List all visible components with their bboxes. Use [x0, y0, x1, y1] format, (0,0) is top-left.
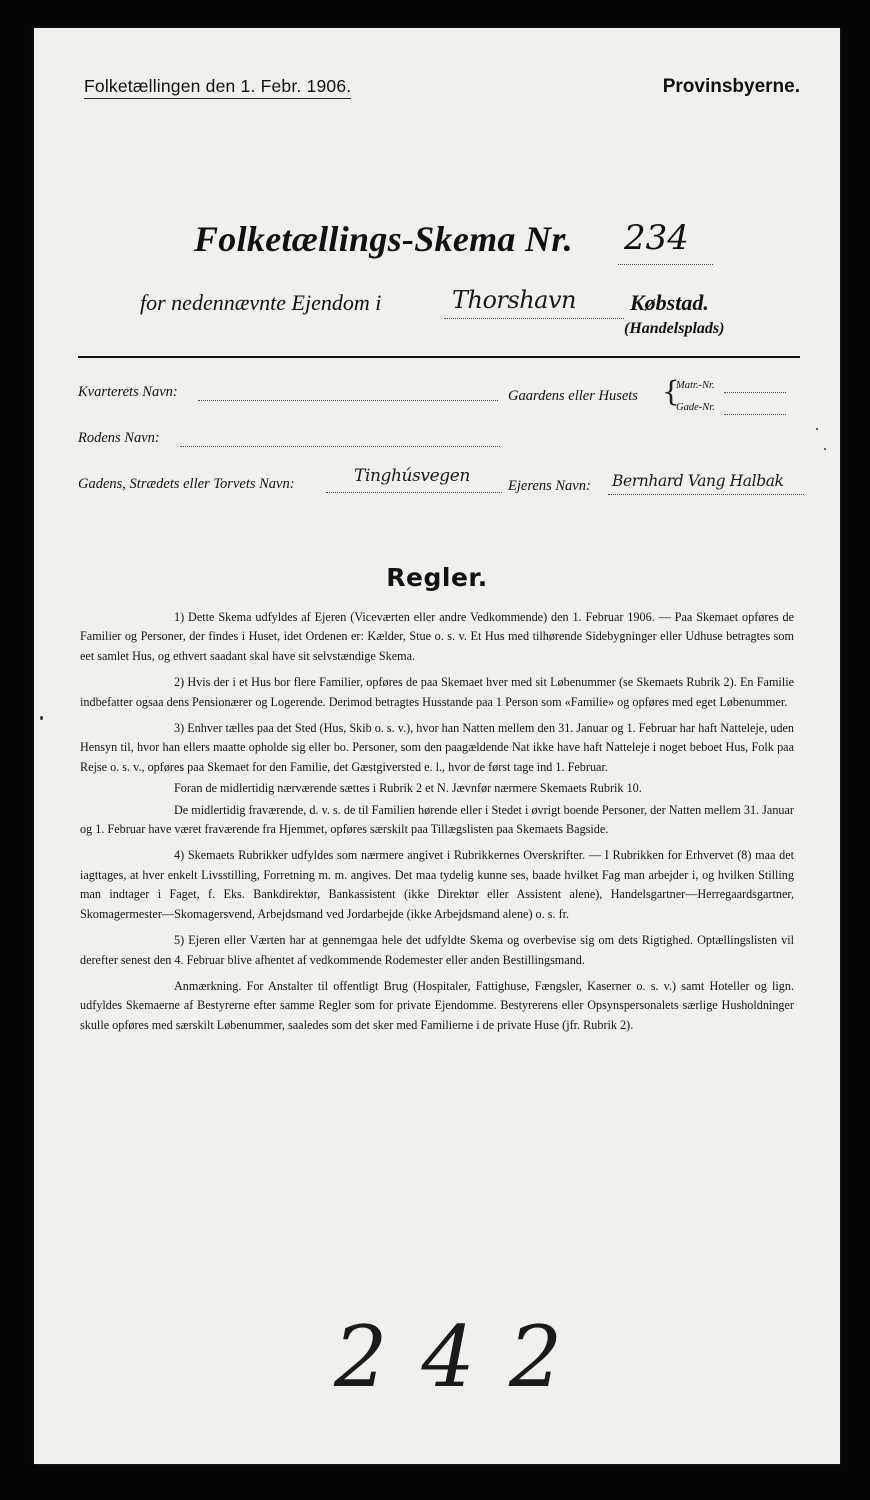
handwritten-number: 242 — [334, 1308, 597, 1406]
owner-label: Ejerens Navn: — [508, 478, 591, 494]
rule-paragraph: 3) Enhver tælles paa det Sted (Hus, Skib o. s. v.), hvor han Natten mellem den 31. Januar og 1. Februar har haft Natteleje, uden Hensyn til, hvor han ellers maatte opholde sig eller bo. Personer, som den paagældende Nat ikke have haft Natteleje i noget beboet Hus, Folk paa Rejse o. s. v., opføres paa Skemaet for den Familie, det Gæstgiversted e. l., hvor de først tage ind 1. Februar. — [80, 721, 794, 774]
owner-value: Bernhard Vang Halbak — [612, 472, 784, 490]
brace-icon: { — [662, 375, 680, 408]
property-prefix: for nedennævnte Ejendom i — [140, 290, 382, 315]
house-label: Gaardens eller Husets — [508, 388, 638, 404]
rule-paragraph: 5) Ejeren eller Værten har at gennemgaa hele det udfyldte Skema og overbevise sig om dets Rigtighed. Optællingslisten vil derefter senest den 4. Februar blive afhentet af vedkommende Rodemester eller anden Bestillingsmand. — [80, 933, 794, 967]
form-number-line — [618, 264, 713, 265]
quarter-label: Kvarterets Navn: — [78, 384, 178, 400]
matr-label: Matr.-Nr. — [676, 380, 715, 391]
town-type-alt: (Handelsplads) — [624, 320, 725, 337]
region-label: Provinsbyerne. — [662, 76, 800, 97]
divider-top — [78, 356, 800, 358]
ink-speck — [816, 428, 818, 430]
rule-paragraph: Foran de midlertidig nærværende sættes i Rubrik 2 et N. Jævnfør nærmere Skemaets Rubrik 10. — [174, 781, 642, 796]
town-value: Thorshavn — [452, 286, 576, 314]
census-title: Folketællingen den 1. Febr. 1906. — [84, 76, 351, 99]
town-type: Købstad. — [630, 290, 709, 315]
rule-paragraph: 1) Dette Skema udfyldes af Ejeren (Viceværten eller andre Vedkommende) den 1. Februar 1906. — Paa Skemaet opføres de Familier og Personer, der findes i Huset, idet Ordenen er: Kælder, Stue o. s. v. Et Hus med tilhørende Sidebygninger eller Udhuse betragtes som eet samlet Hus, og ethvert saadant skal have sit selvstændige Skema. — [80, 610, 794, 663]
remark-paragraph: Anmærkning. For Anstalter til offentligt Brug (Hospitaler, Fattighuse, Fængsler, Kaserner o. s. v.) samt Hoteller og lign. udfyldes Skemaerne af Bestyrerne efter samme Regler som for private Ejendomme. Bestyrerens eller Opsynspersonalets særlige Husholdninger skulle opføres med særskilt Løbenummer, saaledes som det sker med Familierne i de private Huse (jfr. Rubrik 2). — [80, 978, 794, 1032]
rules-heading: Regler. — [386, 563, 488, 592]
form-number: 234 — [624, 218, 689, 258]
quarter-line — [198, 400, 498, 401]
rode-label: Rodens Navn: — [78, 430, 160, 446]
street-label: Gadens, Strædets eller Torvets Navn: — [78, 476, 295, 492]
town-line — [444, 318, 624, 319]
ink-speck — [824, 448, 826, 450]
form-title: Folketællings-Skema Nr. — [194, 219, 573, 259]
street-value: Tinghúsvegen — [354, 466, 470, 486]
gade-line — [724, 414, 786, 415]
owner-line — [608, 494, 804, 495]
rule-paragraph: 2) Hvis der i et Hus bor flere Familier, opføres de paa Skemaet hver med sit Løbenummer (se Skemaets Rubrik 2). En Familie indbefatter ogsaa dens Pensionærer og Logerende. Derimod betragtes Husstande paa 1 Person som «Familie» og opføres med eget Løbenummer. — [80, 675, 794, 709]
rode-line — [180, 446, 500, 447]
rule-paragraph: 4) Skemaets Rubrikker udfyldes som nærmere angivet i Rubrikkernes Overskrifter. — I Rubrikken for Erhvervet (8) maa det iagttages, at hver enkelt Livsstilling, Forretning m. m. angives. Det maa tydelig kunne ses, baade hvilket Fag man arbejder i, og hvilken Stilling man indtager i Faget, f. Eks. Bankdirektør, Bankassistent (ikke Direktør eller Assistent alene), Handelsgartner—Herregaardsgartner, Skomagermester—Skomagersvend, Arbejdsmand ved Jordarbejde (ikke Arbejdsmand alene) o. s. fr. — [80, 848, 794, 921]
rule-paragraph: De midlertidig fraværende, d. v. s. de til Familien hørende eller i Stedet i øvrigt boende Personer, der Natten mellem 31. Januar og 1. Februar have været fraværende fra Hjemmet, opføres særskilt paa Tillægslisten paa Skemaets Bagside. — [80, 802, 794, 837]
gade-label: Gade-Nr. — [676, 402, 715, 413]
census-form-page — [34, 28, 840, 1464]
rules-body — [80, 608, 794, 1042]
street-line — [326, 492, 502, 493]
matr-line — [724, 392, 786, 393]
ink-speck — [40, 716, 43, 720]
